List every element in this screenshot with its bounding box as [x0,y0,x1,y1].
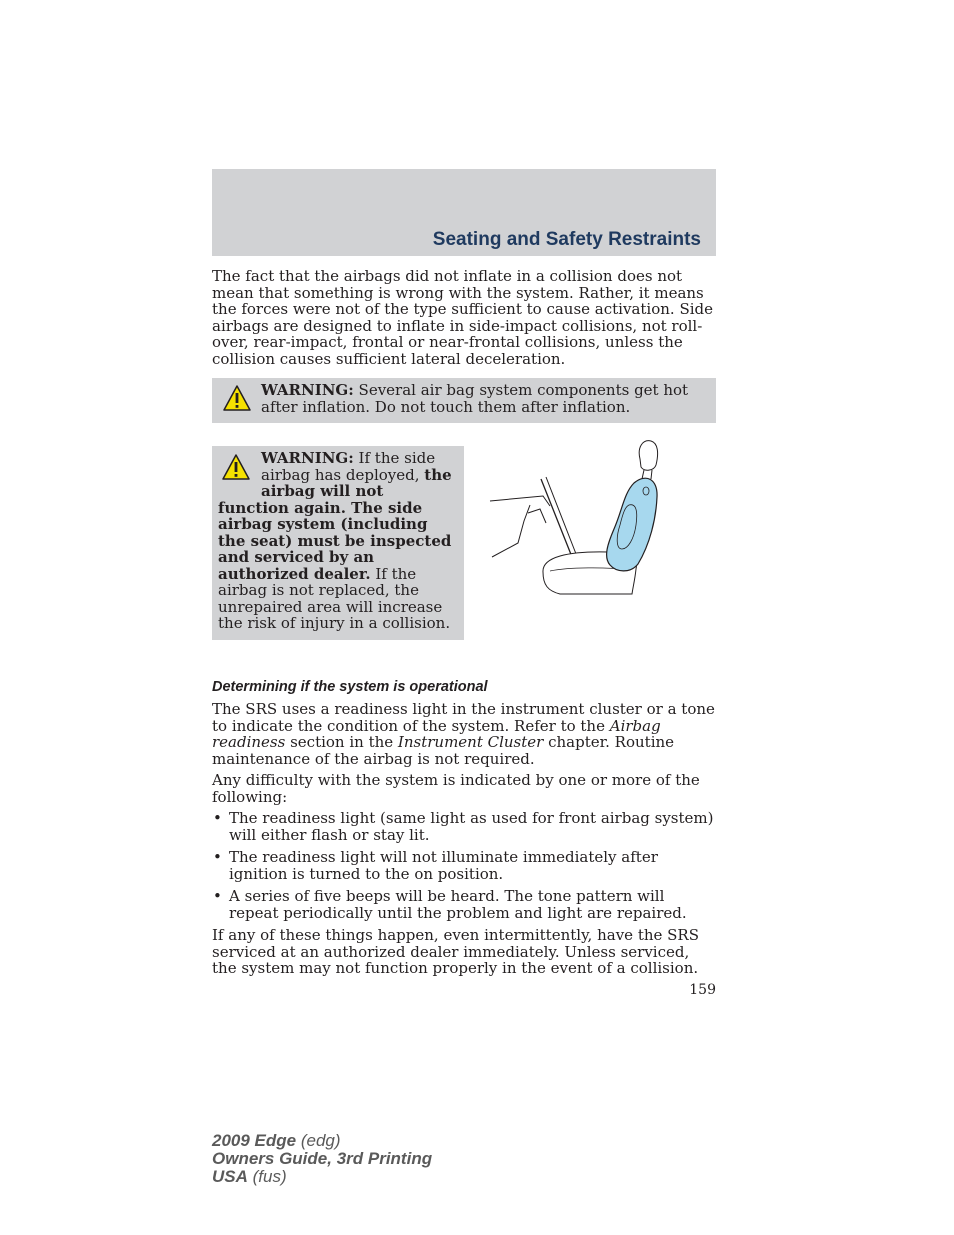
warning-triangle-icon [221,453,251,481]
warning-figure-row [212,446,716,640]
warning-triangle-icon [222,384,252,412]
document-footer [212,1132,432,1186]
list-item: • The readiness light will not illuminate immediately after ignition is turned to the on position. [212,849,716,882]
intro-paragraph: The fact that the airbags did not inflate in a collision does not mean that something is wrong with the system. Rather, it means the forces were not of the type sufficient to cause activation. Side airbags are designed to inflate in side-impact collisions, not roll-over, rear-impact, frontal or near-frontal collisions, unless the collision causes sufficient lateral deceleration. [212,267,713,368]
warning-text-bold: the airbag will not function again. The side airbag system (including the seat) must be inspected and serviced by an authorized dealer. [218,465,452,583]
seat-side-airbag-illustration [488,439,688,604]
instrument-cluster-reference: Instrument Cluster [397,733,544,751]
warning-box-hot-components [212,378,716,423]
warning-label: WARNING: [261,381,354,399]
footer-line-1: 2009 Edge (edg) [212,1131,341,1150]
section-heading: Determining if the system is operational [212,678,488,695]
footer-line-2: Owners Guide, 3rd Printing [212,1149,433,1168]
footer-line-3: USA (fus) [212,1167,287,1186]
section-header-band [212,169,716,256]
warning-label: WARNING: [261,449,354,467]
warning-text-1: If the side airbag has deployed, [261,449,436,484]
airbag-readiness-reference: Airbag readiness [212,716,661,751]
srs-readiness-paragraph: The SRS uses a readiness light in the instrument cluster or a tone to indicate the condition of the system. Refer to the Airbag readiness section in the Instrument Cluster chapter. Routine maintenance of the airbag is not required. [212,700,715,768]
page-number: 159 [689,981,716,998]
symptom-list [212,810,716,921]
warning-text: Several air bag system components get hot after inflation. Do not touch them after inflation. [261,381,689,416]
list-item: • A series of five beeps will be heard. The tone pattern will repeat periodically until the problem and light are repaired. [212,888,716,921]
difficulty-paragraph: Any difficulty with the system is indicated by one or more of the following: [212,771,700,806]
list-item: • The readiness light (same light as used for front airbag system) will either flash or stay lit. [212,810,716,843]
warning-box-side-airbag [212,446,464,640]
warning-text-2: If the airbag is not replaced, the unrepaired area will increase the risk of injury in a collision. [218,564,451,632]
service-paragraph: If any of these things happen, even intermittently, have the SRS serviced at an authorized dealer immediately. Unless serviced, the system may not function properly in the event of a collision. [212,926,699,977]
section-title: Seating and Safety Restraints [432,229,701,250]
page-content [212,268,716,998]
